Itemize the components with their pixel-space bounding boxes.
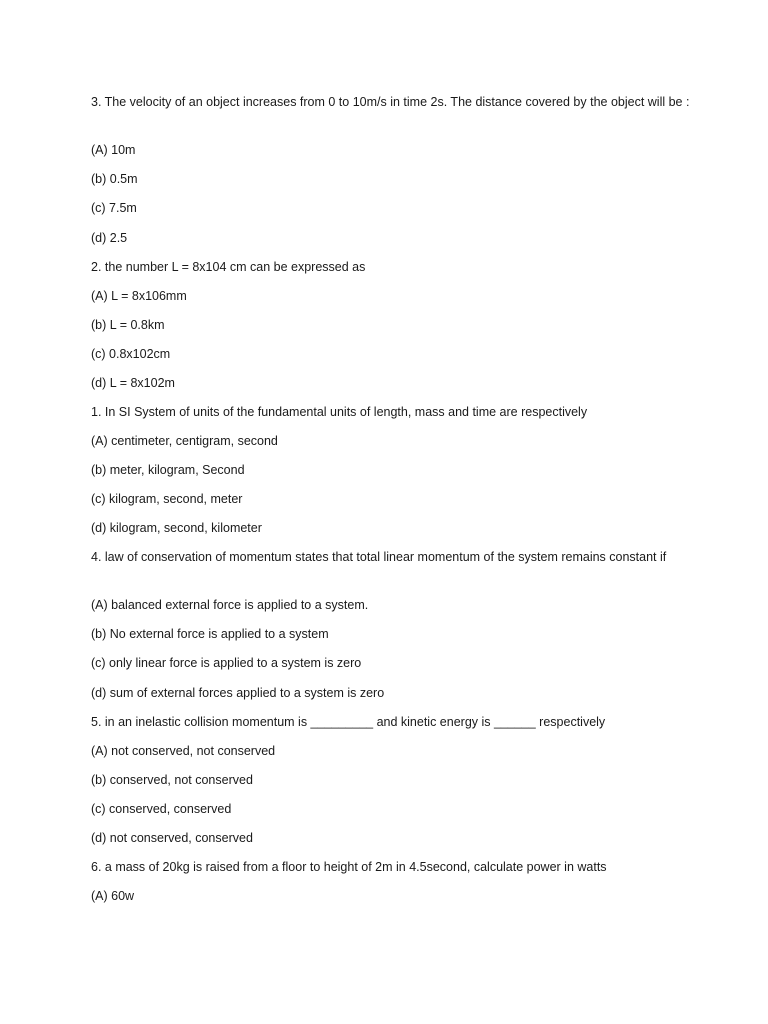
q5-option-a: (A) not conserved, not conserved bbox=[91, 744, 276, 758]
question-3-text: 3. The velocity of an object increases from 0 to 10m/s in time 2s. The distance covered by the object will be : bbox=[91, 95, 690, 109]
q3-option-a: (A) 10m bbox=[91, 143, 136, 157]
q2-option-d: (d) L = 8x102m bbox=[91, 376, 175, 390]
question-4-text: 4. law of conservation of momentum states that total linear momentum of the system remains constant if bbox=[91, 550, 667, 564]
question-1-text: 1. In SI System of units of the fundamental units of length, mass and time are respectively bbox=[91, 405, 588, 419]
q2-option-b: (b) L = 0.8km bbox=[91, 318, 165, 332]
q2-option-c: (c) 0.8x102cm bbox=[91, 347, 171, 361]
q4-option-a: (A) balanced external force is applied to a system. bbox=[91, 598, 369, 612]
q4-option-d: (d) sum of external forces applied to a system is zero bbox=[91, 686, 385, 700]
q1-option-b: (b) meter, kilogram, Second bbox=[91, 463, 245, 477]
q5-option-c: (c) conserved, conserved bbox=[91, 802, 232, 816]
q2-option-a: (A) L = 8x106mm bbox=[91, 289, 187, 303]
q1-option-c: (c) kilogram, second, meter bbox=[91, 492, 243, 506]
q1-option-a: (A) centimeter, centigram, second bbox=[91, 434, 278, 448]
q4-option-c: (c) only linear force is applied to a system is zero bbox=[91, 656, 362, 670]
question-6-text: 6. a mass of 20kg is raised from a floor to height of 2m in 4.5second, calculate power in watts bbox=[91, 860, 607, 874]
q3-option-c: (c) 7.5m bbox=[91, 201, 137, 215]
q3-option-d: (d) 2.5 bbox=[91, 231, 128, 245]
q5-option-b: (b) conserved, not conserved bbox=[91, 773, 253, 787]
q6-option-a: (A) 60w bbox=[91, 889, 135, 903]
q4-option-b: (b) No external force is applied to a system bbox=[91, 627, 329, 641]
question-5-text: 5. in an inelastic collision momentum is _________ and kinetic energy is ______ respectively bbox=[91, 715, 606, 729]
q3-option-b: (b) 0.5m bbox=[91, 172, 138, 186]
q5-option-d: (d) not conserved, conserved bbox=[91, 831, 253, 845]
q1-option-d: (d) kilogram, second, kilometer bbox=[91, 521, 262, 535]
question-2-text: 2. the number L = 8x104 cm can be expressed as bbox=[91, 260, 366, 274]
